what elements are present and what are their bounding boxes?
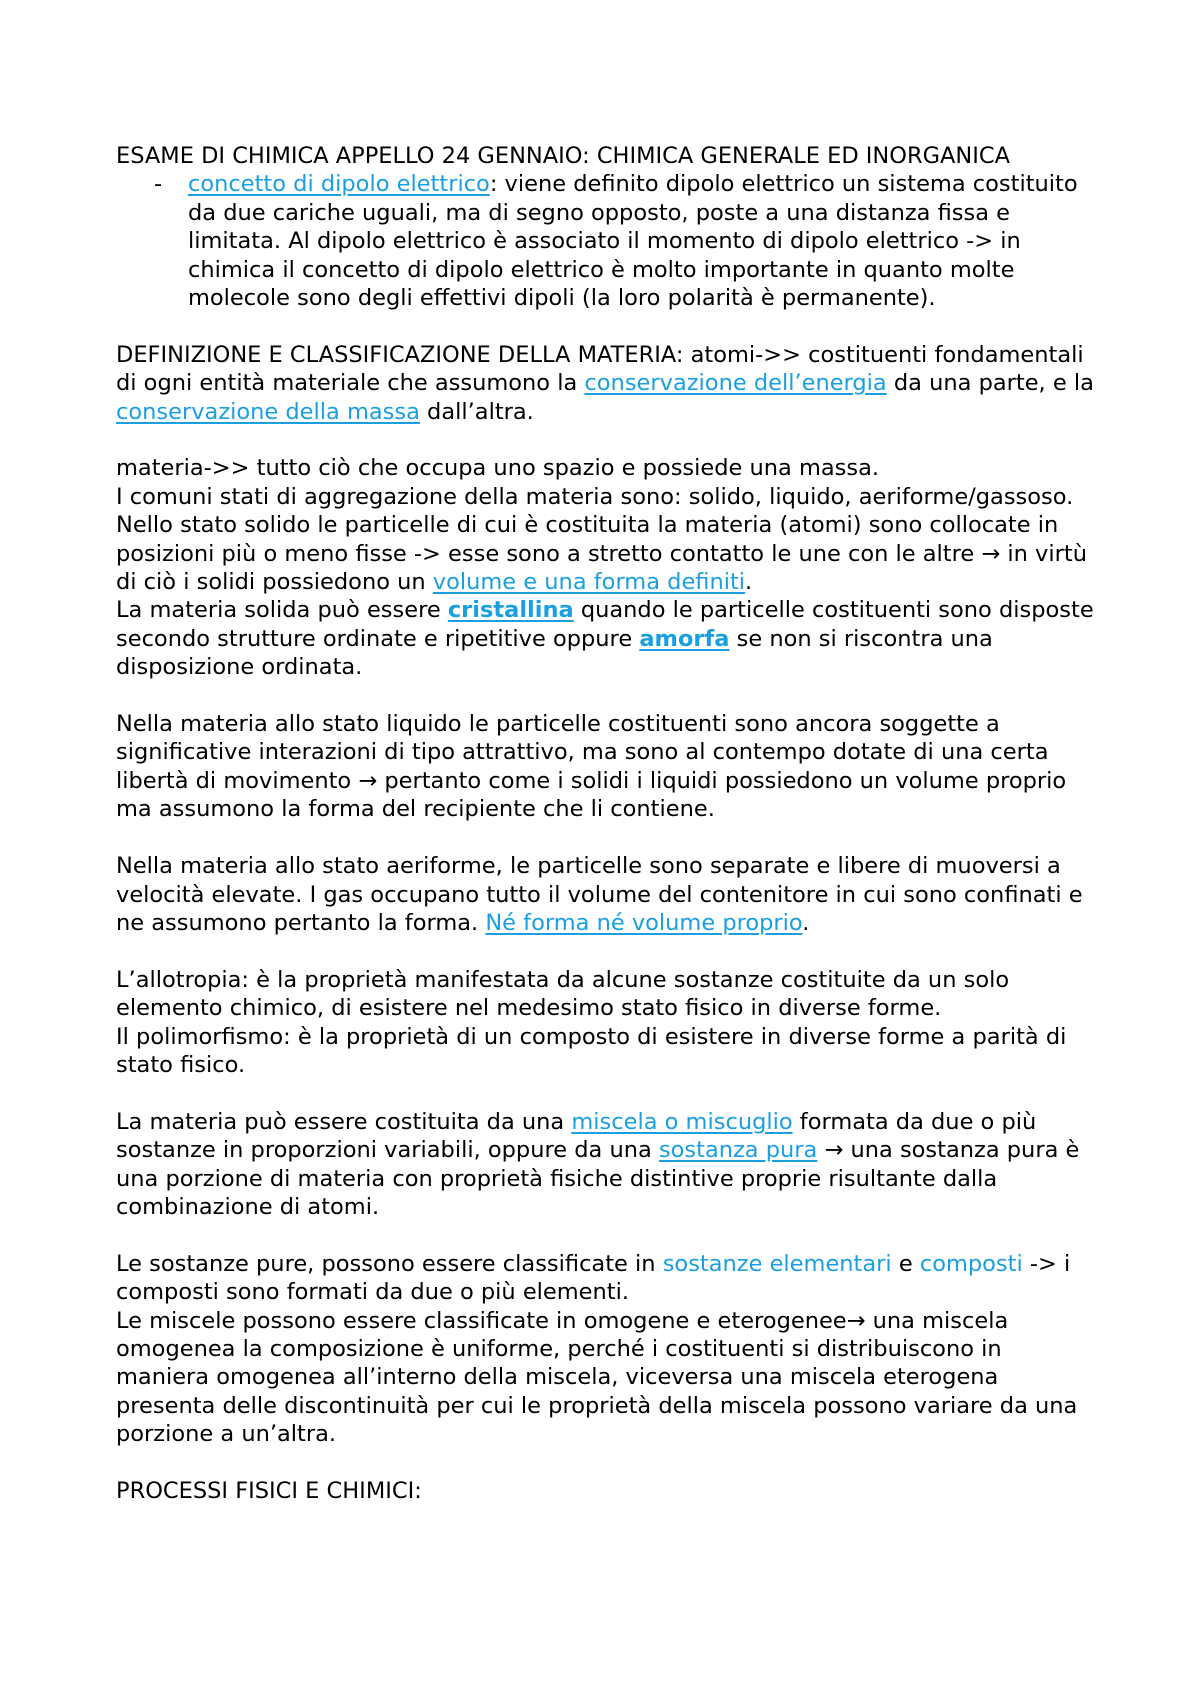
text-segment: formata da due o più sostanze in proporzioni variabili, oppure da una (116, 1108, 1037, 1164)
text-segment: Nella materia allo stato aeriforme, le particelle sono separate e libere di muoversi a velocità elevate. I gas occupano tutto il volume del contenitore in cui sono confinati e ne assumono pertanto la forma. (116, 853, 1083, 936)
text-segment: . (802, 909, 810, 936)
paragraph-gap (116, 937, 1096, 965)
text-segment: dall’altra. (419, 398, 534, 425)
paragraph-gap (116, 682, 1096, 710)
paragraph-solido (116, 511, 1096, 596)
text-segment: Le sostanze pure, possono essere classificate in (116, 1250, 663, 1277)
section-heading-processi: PROCESSI FISICI E CHIMICI: (116, 1477, 422, 1504)
paragraph-gap (116, 426, 1096, 454)
paragraph-gap (116, 1079, 1096, 1107)
paragraph-liquido: Nella materia allo stato liquido le particelle costituenti sono ancora soggette a significative interazioni di tipo attrattivo, ma sono al contempo dotate di una certa libertà di movimento → pertanto come i solidi i liquidi possiedono un volume proprio ma assumono la forma del recipiente che li contiene. (116, 711, 1067, 823)
text-segment: La materia solida può essere (116, 597, 448, 624)
link-sostanza-pura[interactable]: sostanza pura (658, 1137, 818, 1164)
text-segment: -> i composti sono formati da due o più elementi. (116, 1250, 1071, 1306)
text-segment: Nello stato solido le particelle di cui è costituita la materia (atomi) sono collocate in posizioni più o meno fisse -> esse sono a stretto contatto le une con le altre → in virtù di ciò i solidi possiedono un (116, 512, 1087, 596)
paragraph-gap (116, 1449, 1096, 1477)
link-conservazione-massa[interactable]: conservazione della massa (116, 398, 420, 425)
paragraph-allotropia: L’allotropia: è la proprietà manifestata da alcune sostanze costituite da un solo elemento chimico, di esistere nel medesimo stato fisico in diverse forme. (116, 966, 1010, 1022)
paragraph-materia: materia->> tutto ciò che occupa uno spazio e possiede una massa. (116, 455, 880, 482)
bullet-text: : viene definito dipolo elettrico un sistema costituito da due cariche uguali, ma di segno opposto, poste a una distanza fissa e limitata. Al dipolo elettrico è associato il momento di dipolo elettrico -> in chimica il concetto di dipolo elettrico è molto importante in quanto molte molecole sono degli effettivi dipoli (la loro polarità è permanente). (188, 171, 1078, 312)
term-sostanze-elementari: sostanze elementari (662, 1250, 892, 1277)
paragraph-aeriforme (116, 852, 1096, 937)
bullet-dash: - (154, 171, 163, 198)
paragraph-gap (116, 312, 1096, 340)
paragraph-gap (116, 1221, 1096, 1249)
paragraph-miscela (116, 1108, 1096, 1222)
link-miscela-miscuglio[interactable]: miscela o miscuglio (571, 1108, 793, 1135)
link-cristallina[interactable]: cristallina (447, 597, 574, 624)
link-amorfa[interactable]: amorfa (639, 625, 730, 652)
paragraph-polimorfismo: Il polimorfismo: è la proprietà di un composto di esistere in diverse forme a parità di stato fisico. (116, 1023, 1067, 1078)
term-composti: composti (919, 1250, 1023, 1277)
paragraph-gap (116, 824, 1096, 852)
link-concetto-dipolo[interactable]: concetto di dipolo elettrico (188, 171, 490, 198)
text-segment: da una parte, e la (886, 370, 1094, 397)
link-conservazione-energia[interactable]: conservazione dell’energia (584, 370, 887, 397)
text-segment: DEFINIZIONE E CLASSIFICAZIONE DELLA MATERIA: atomi->> costituenti fondamentali di ogni entità materiale che assumono la (116, 341, 1084, 397)
paragraph-definizione (116, 341, 1096, 426)
link-forma-volume-proprio[interactable]: Né forma né volume proprio (485, 909, 803, 936)
text-segment: . (745, 569, 753, 596)
bullet-item-dipolo (116, 170, 1096, 312)
paragraph-miscele: Le miscele possono essere classificate in omogene e eterogenee→ una miscela omogenea la composizione è uniforme, perché i costituenti si distribuiscono in maniera omogenea all’interno della miscela, viceversa una miscela eterogena presenta delle discontinuità per cui le proprietà della miscela possono variare da una porzione a un’altra. (116, 1307, 1078, 1448)
document-page (116, 142, 1096, 1505)
document-title: ESAME DI CHIMICA APPELLO 24 GENNAIO: CHIMICA GENERALE ED INORGANICA (116, 143, 1011, 169)
text-segment: e (891, 1250, 920, 1277)
paragraph-cristallina (116, 596, 1096, 681)
text-segment: → una sostanza pura è una porzione di materia con proprietà fisiche distintive proprie risultante dalla combinazione di atomi. (116, 1137, 1080, 1220)
link-volume-forma-definiti[interactable]: volume e una forma definiti (432, 569, 746, 596)
text-segment: La materia può essere costituita da una (116, 1108, 572, 1135)
paragraph-stati: I comuni stati di aggregazione della materia sono: solido, liquido, aeriforme/gassoso. (116, 483, 1074, 510)
paragraph-sostanze (116, 1250, 1096, 1307)
text-segment: quando le particelle costituenti sono disposte secondo strutture ordinate e ripetitive oppure (116, 597, 1094, 652)
text-segment: se non si riscontra una disposizione ordinata. (116, 625, 993, 681)
